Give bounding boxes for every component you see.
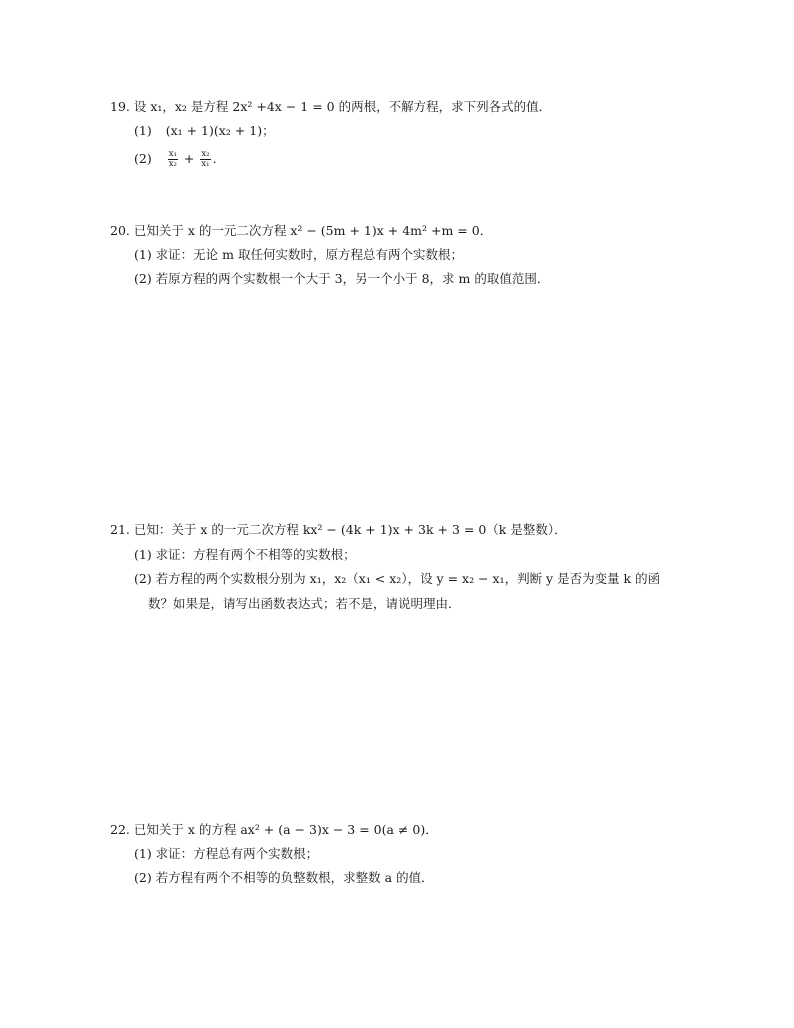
q19-fraction-1-numerator: x₁ <box>168 149 177 159</box>
q19-fraction-2 <box>200 150 210 169</box>
q19-end: . <box>212 151 217 166</box>
q19-fraction-2-numerator: x₂ <box>201 149 210 159</box>
q19-part2-label: (2) <box>134 151 152 166</box>
q21-part1: (1) 求证：方程有两个不相等的实数根； <box>134 547 356 562</box>
q20-stem: 20. 已知关于 x 的一元二次方程 x² − (5m + 1)x + 4m² +m = 0． <box>110 223 493 238</box>
q21-part2: (2) 若方程的两个实数根分别为 x₁，x₂（x₁ < x₂），设 y = x₂ − x₁，判断 y 是否为变量 k 的函 <box>134 571 661 586</box>
q22-stem: 22. 已知关于 x 的方程 ax² + (a − 3)x − 3 = 0(a ≠ 0)． <box>110 822 438 837</box>
q21-stem: 21. 已知：关于 x 的一元二次方程 kx² − (4k + 1)x + 3k + 3 = 0（k 是整数）． <box>110 522 567 537</box>
q19-fraction-1 <box>168 150 178 169</box>
q19-part1-text: (x₁ + 1)(x₂ + 1)； <box>165 123 275 138</box>
q22-part2: (2) 若方程有两个不相等的负整数根，求整数 a 的值． <box>134 870 434 885</box>
q19-part2 <box>134 148 217 170</box>
q19-plus: + <box>183 151 195 166</box>
q20-part1: (1) 求证：无论 m 取任何实数时，原方程总有两个实数根； <box>134 247 463 262</box>
q19-part1-label: (1) <box>134 123 152 138</box>
q19-part1 <box>134 122 275 140</box>
q21-part2-continued: 数？如果是，请写出函数表达式；若不是，请说明理由． <box>148 596 461 611</box>
q19-fraction-2-denominator: x₁ <box>201 159 210 169</box>
q22-part1: (1) 求证：方程总有两个实数根； <box>134 846 319 861</box>
q19-fraction-1-denominator: x₂ <box>168 159 177 169</box>
q19-stem: 19. 设 x₁，x₂ 是方程 2x² +4x − 1 = 0 的两根，不解方程，求下列各式的值． <box>110 99 552 114</box>
q20-part2: (2) 若原方程的两个实数根一个大于 3，另一个小于 8，求 m 的取值范围． <box>134 271 550 286</box>
